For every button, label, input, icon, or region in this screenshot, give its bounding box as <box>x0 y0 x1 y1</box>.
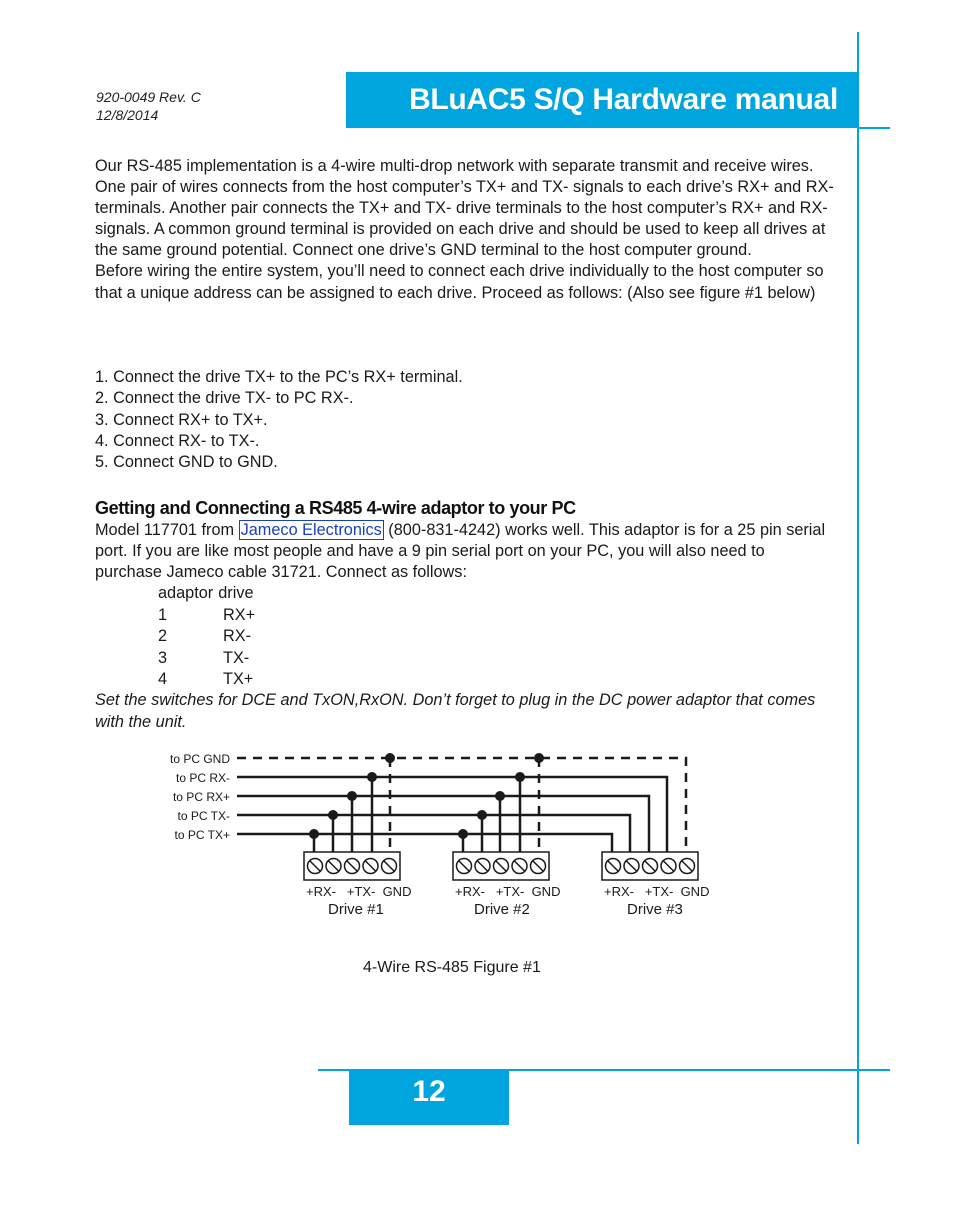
drive-label-3: Drive #3 <box>627 901 683 918</box>
adaptor-text-end: (800-831-4242) works well. This adaptor is for a 25 pin serial port. If you are like most people and have a 9 pin serial port on your PC, you will also need to purchase Jameco cable 31721. Connect as follows: <box>95 521 826 582</box>
drive-terminal: TX+ <box>223 670 254 688</box>
wiring-diagram <box>0 740 954 940</box>
table-row <box>158 626 255 648</box>
list-item: 4. Connect RX- to TX-. <box>95 431 260 450</box>
table-row <box>158 648 255 670</box>
list-item: 1. Connect the drive TX+ to the PC’s RX+ terminal. <box>95 368 463 386</box>
junction-dot <box>347 791 357 801</box>
section-heading: Getting and Connecting a RS485 4-wire adaptor to your PC <box>95 498 576 518</box>
junction-dot <box>534 753 544 763</box>
page-title: BLuAC5 S/Q Hardware manual <box>346 72 858 128</box>
table-row <box>158 669 255 691</box>
table-header <box>158 583 255 605</box>
header-drive: drive <box>218 584 254 602</box>
junction-dot <box>367 772 377 782</box>
page-number: 12 <box>412 1075 446 1108</box>
page-border-vertical <box>857 32 859 1144</box>
adaptor-pin: 3 <box>158 648 168 667</box>
wire-label-rx-plus: to PC RX+ <box>172 790 230 804</box>
drive-terminal: TX- <box>223 648 250 667</box>
terminal-labels-2: +RX- +TX- GND <box>455 884 561 899</box>
pin-mapping-table <box>158 583 255 691</box>
junction-dot <box>515 772 525 782</box>
list-item: 5. Connect GND to GND. <box>95 453 278 472</box>
page-number-box <box>349 1070 509 1125</box>
doc-date: 12/8/2014 <box>96 107 159 123</box>
jameco-link[interactable]: Jameco Electronics <box>240 521 382 539</box>
adaptor-text <box>95 520 835 583</box>
adaptor-pin: 4 <box>158 670 168 688</box>
figure-caption: 4-Wire RS-485 Figure #1 <box>363 959 541 976</box>
junction-dot <box>477 810 487 820</box>
tx-plus-wire <box>237 834 612 852</box>
terminal-labels-3: +RX- +TX- GND <box>604 884 710 899</box>
terminal-labels-1: +RX- +TX- GND <box>306 884 412 899</box>
doc-number: 920-0049 Rev. C <box>96 89 201 105</box>
wire-label-rx-minus: to PC RX- <box>175 771 230 785</box>
junction-dot <box>309 829 319 839</box>
junction-dot <box>385 753 395 763</box>
adaptor-pin: 1 <box>158 605 168 624</box>
table-row <box>158 605 255 627</box>
intro-paragraph-2: Before wiring the entire system, you’ll need to connect each drive individually to the host computer so that a unique address can be assigned to each drive. Proceed as follows: (Also see figure #1 below) <box>95 262 824 302</box>
adaptor-pin: 2 <box>158 627 168 645</box>
document-id <box>96 88 201 124</box>
wire-label-tx-minus: to PC TX- <box>177 809 230 823</box>
wire-label-gnd: to PC GND <box>169 752 230 766</box>
intro-text <box>95 156 835 304</box>
header-adaptor: adaptor <box>158 584 214 602</box>
intro-paragraph-1: Our RS-485 implementation is a 4-wire multi-drop network with separate transmit and receive wires. One pair of wires connects from the host computer’s TX+ and TX- signals to each drive’s RX+ and RX- terminals. Another pair connects the TX+ and TX- drive terminals to the host computer’s RX+ and RX- signals. A common ground terminal is provided on each drive and should be used to keep all drives at the same ground potential. Connect one drive’s GND terminal to the host computer ground. <box>95 157 834 260</box>
adaptor-text-start: Model 117701 from <box>95 521 239 539</box>
list-item: 2. Connect the drive TX- to PC RX-. <box>95 389 354 408</box>
setup-note: Set the switches for DCE and TxON,RxON. Don’t forget to plug in the DC power adaptor that comes with the unit. <box>95 691 816 731</box>
wire-label-tx-plus: to PC TX+ <box>174 828 230 842</box>
steps-list <box>95 367 463 473</box>
drive-label-2: Drive #2 <box>474 901 530 918</box>
header-rule <box>858 127 890 129</box>
junction-dot <box>458 829 468 839</box>
drive-label-1: Drive #1 <box>328 901 384 918</box>
drive-terminal: RX- <box>223 627 252 645</box>
drive-terminal: RX+ <box>223 605 256 624</box>
rx-plus-wire <box>237 796 649 852</box>
list-item: 3. Connect RX+ to TX+. <box>95 410 268 429</box>
junction-dot <box>328 810 338 820</box>
junction-dot <box>495 791 505 801</box>
